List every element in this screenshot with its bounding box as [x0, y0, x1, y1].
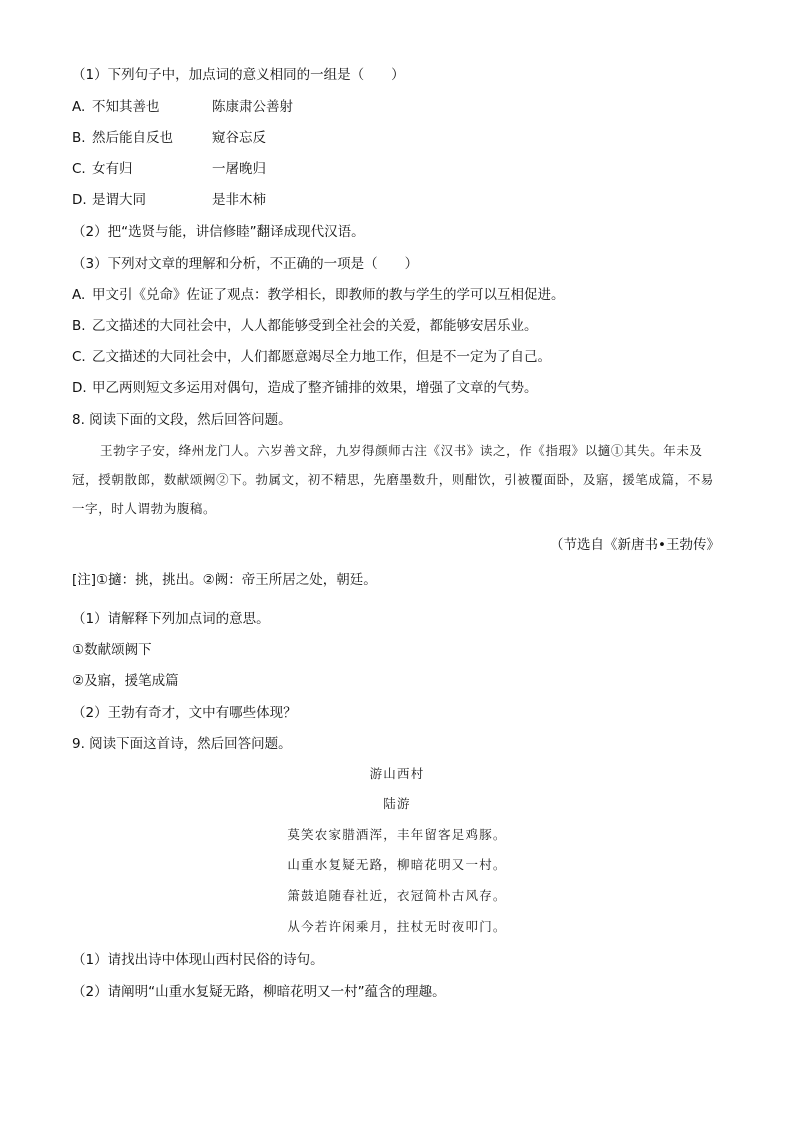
option-text-b: 陈康肃公善射: [212, 99, 293, 115]
choice-label: A.: [72, 287, 86, 303]
q8-sub1: （1）请解释下列加点词的意思。: [72, 611, 270, 627]
choice-text: 乙文描述的大同社会中，人人都能够受到全社会的关爱，都能够安居乐业。: [92, 318, 538, 334]
poem-line-2: 山重水复疑无路，柳暗花明又一村。: [287, 857, 507, 872]
q8-passage: 王勃字子安，绛州龙门人。六岁善文辞，九岁得颜师古注《汉书》读之，作《指瑕》以擿①其失。年未及冠，授朝散郎，数献颂阙②下。勃属文，初不精思，先磨墨数升，则酣饮，引被覆面卧，及寤，援笔成篇，不易一字，时人谓勃为腹稿。: [72, 443, 714, 516]
q8-source: （节选自《新唐书•王勃传》: [550, 537, 720, 553]
q7-choice-d: [72, 379, 538, 397]
q8-note: [注]①擿：挑，挑出。②阙：帝王所居之处，朝廷。: [72, 572, 377, 588]
q7-sub2: （2）把“选贤与能，讲信修睦”翻译成现代汉语。: [72, 224, 365, 240]
poem-line-3: 箫鼓追随春社近，衣冠简朴古风存。: [287, 888, 507, 903]
q8-sub2: （2）王勃有奇才，文中有哪些体现？: [72, 705, 297, 721]
q7-choice-b: [72, 317, 538, 335]
choice-text: 甲文引《兑命》佐证了观点：教学相长，即教师的教与学生的学可以互相促进。: [92, 287, 565, 303]
choice-text: 乙文描述的大同社会中，人们都愿意竭尽全力地工作，但是不一定为了自己。: [92, 349, 551, 365]
option-text-a: 不知其善也: [92, 99, 160, 115]
choice-label: B.: [72, 318, 86, 334]
option-text-b: 一屠晚归: [212, 161, 266, 177]
q7-option-d: [72, 191, 266, 209]
q9-intro: 9. 阅读下面这首诗，然后回答问题。: [72, 736, 292, 752]
choice-label: C.: [72, 349, 86, 365]
option-text-a: 然后能自反也: [92, 130, 173, 146]
q7-option-b: [72, 129, 266, 147]
option-label: D.: [72, 192, 87, 208]
q8-intro: 8. 阅读下面的文段，然后回答问题。: [72, 412, 292, 428]
option-label: A.: [72, 99, 86, 115]
option-text-a: 是谓大同: [92, 192, 146, 208]
poem-author: 陆游: [383, 796, 411, 811]
q8-item1: ①数献颂阙下: [72, 642, 152, 658]
option-label: C.: [72, 161, 86, 177]
q7-sub1: （1）下列句子中，加点词的意义相同的一组是（ ）: [72, 67, 405, 83]
q7-choice-a: [72, 286, 565, 304]
q7-choice-c: [72, 348, 551, 366]
option-label: B.: [72, 130, 86, 146]
q7-option-c: [72, 160, 266, 178]
q7-sub3: （3）下列对文章的理解和分析，不正确的一项是（ ）: [72, 256, 419, 272]
poem-line-1: 莫笑农家腊酒浑，丰年留客足鸡豚。: [287, 827, 507, 842]
option-text-b: 窥谷忘反: [212, 130, 266, 146]
choice-label: D.: [72, 380, 87, 396]
choice-text: 甲乙两则短文多运用对偶句，造成了整齐铺排的效果，增强了文章的气势。: [92, 380, 538, 396]
q8-item2: ②及寤，援笔成篇: [72, 673, 179, 689]
q7-option-a: [72, 98, 293, 116]
option-text-b: 是非木柿: [212, 192, 266, 208]
q9-sub2: （2）请阐明“山重水复疑无路，柳暗花明又一村”蕴含的理趣。: [72, 984, 446, 1000]
poem-line-4: 从今若许闲乘月，拄杖无时夜叩门。: [287, 919, 507, 934]
option-text-a: 女有归: [92, 161, 133, 177]
poem-title: 游山西村: [369, 766, 425, 781]
q9-sub1: （1）请找出诗中体现山西村民俗的诗句。: [72, 952, 324, 968]
